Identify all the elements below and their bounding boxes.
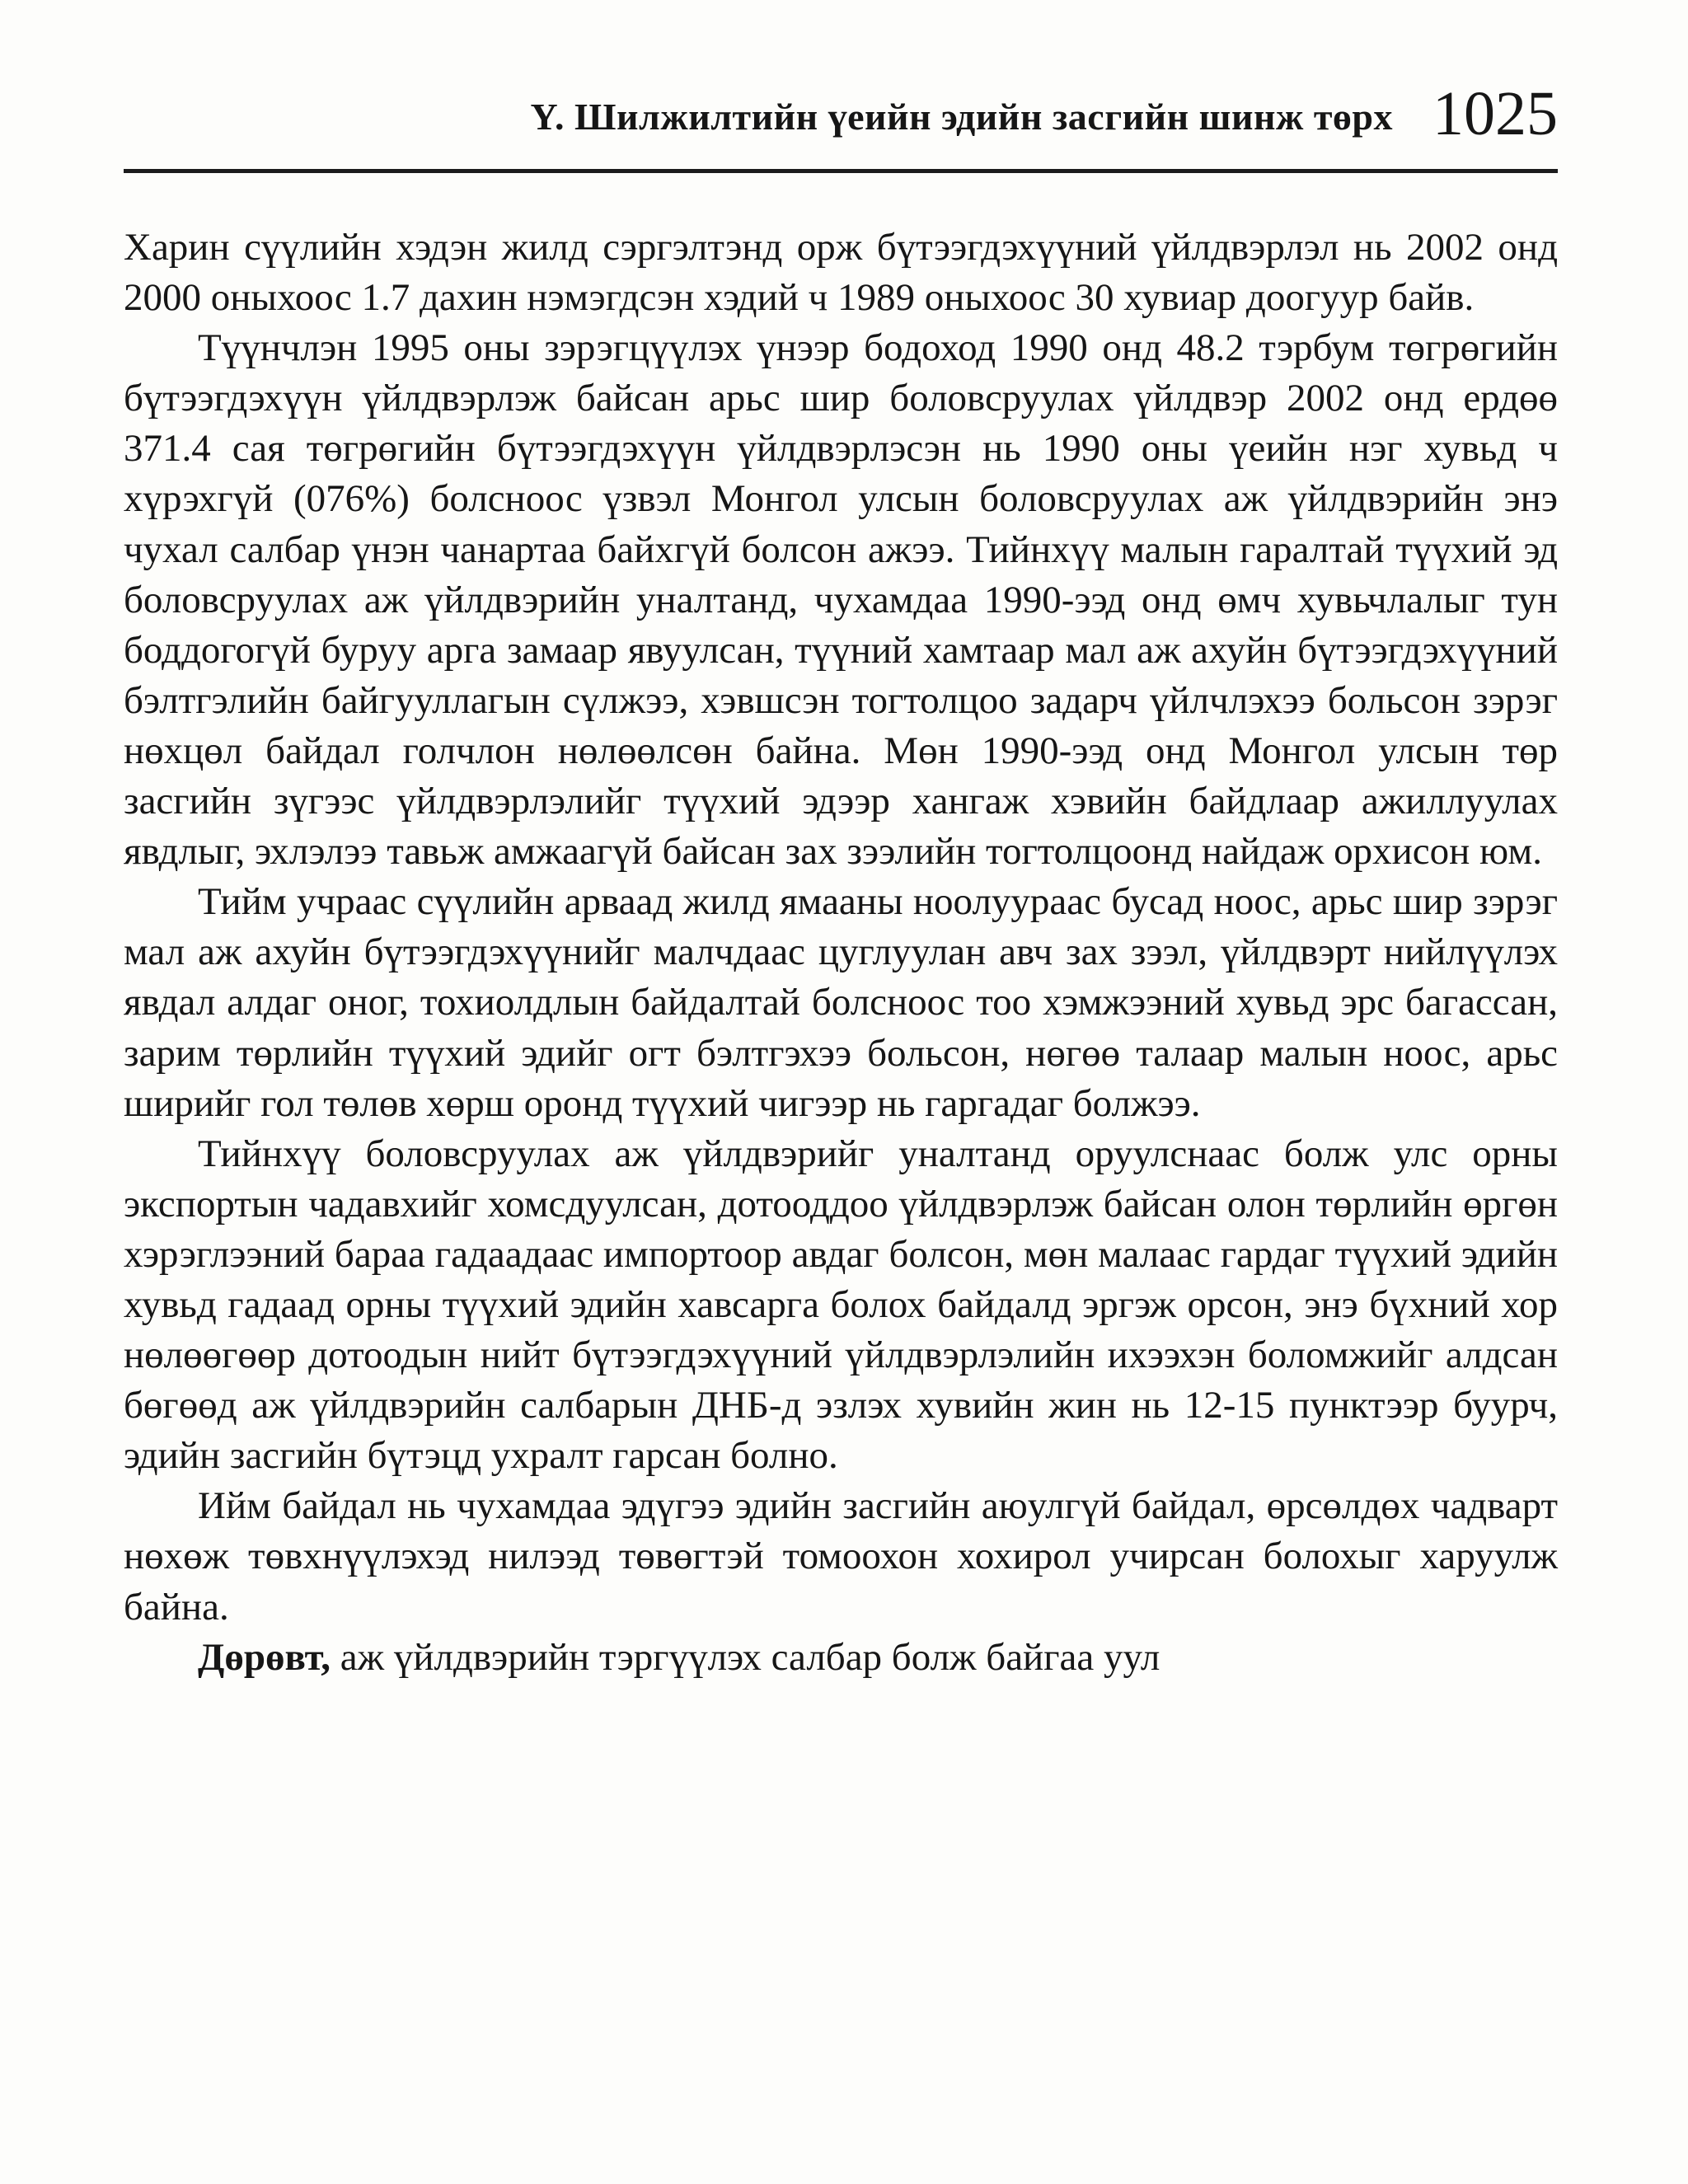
paragraph-6-text: аж үйлдвэрийн тэргүүлэх салбар болж байгаа уул [331, 1635, 1160, 1679]
paragraph-2: Түүнчлэн 1995 оны зэрэгцүүлэх үнээр бодоход 1990 онд 48.2 тэрбум төгрөгийн бүтээгдэхүүн үйлдвэрлэж байсан арьс шир боловсруулах үйлдвэр 2002 онд ердөө 371.4 сая төгрөгийн бүтээгдэхүүн үйлдвэрлэсэн нь 1990 оны үеийн нэг хувьд ч хүрэхгүй (076%) болсноос үзвэл Монгол улсын боловсруулах аж үйлдвэрийн энэ чухал салбар үнэн чанартаа байхгүй болсон ажээ. Тийнхүү малын гаралтай түүхий эд боловсруулах аж үйлдвэрийн уналтанд, чухамдаа 1990-ээд онд өмч хувьчлалыг тун боддогогүй буруу арга замаар явуулсан, түүний хамтаар мал аж ахуйн бүтээгдэхүүний бэлтгэлийн байгууллагын сүлжээ, хэвшсэн тогтолцоо задарч үйлчлэхээ больсон зэрэг нөхцөл байдал голчлон нөлөөлсөн байна. Мөн 1990-ээд онд Монгол улсын төр засгийн зүгээс үйлдвэрлэлийг түүхий эдээр хангаж хэвийн байдлаар ажиллуулах явдлыг, эхлэлээ тавьж амжаагүй байсан зах зээлийн тогтолцоонд найдаж орхисон юм. [124, 326, 1558, 874]
page-number: 1025 [1432, 79, 1558, 148]
paragraph-1: Харин сүүлийн хэдэн жилд сэргэлтэнд орж бүтээгдэхүүний үйлдвэрлэл нь 2002 онд 2000 оныхоос 1.7 дахин нэмэгдсэн хэдий ч 1989 оныхоос 30 хувиар доогуур байв. [124, 226, 1558, 320]
running-title: Y. Шилжилтийн үеийн эдийн засгийн шинж төрх [530, 96, 1393, 138]
paragraph-3: Тийм учраас сүүлийн арваад жилд ямааны ноолуураас бусад ноос, арьс шир зэрэг мал аж ахуйн бүтээгдэхүүнийг малчдаас цуглуулан авч зах зээл, үйлдвэрт нийлүүлэх явдал алдаг оног, тохиолдлын байдалтай болсноос тоо хэмжээний хувьд эрс багассан, зарим төрлийн түүхий эдийг огт бэлтгэхээ больсон, нөгөө талаар малын ноос, арьс ширийг гол төлөв хөрш оронд түүхий чигээр нь гаргадаг болжээ. [124, 880, 1558, 1125]
paragraph-4: Тийнхүү боловсруулах аж үйлдвэрийг уналтанд оруулснаас болж улс орны экспортын чадавхийг хомсдуулсан, дотооддоо үйлдвэрлэж байсан олон төрлийн өргөн хэрэглээний бараа гадаадаас импортоор авдаг болсон, мөн малаас гардаг түүхий эдийн хувьд гадаад орны түүхий эдийн хавсарга болох байдалд эргэж орсон, энэ бүхний хор нөлөөгөөр дотоодын нийт бүтээгдэхүүний үйлдвэрлэлийн ихээхэн боломжийг алдсан бөгөөд аж үйлдвэрийн салбарын ДНБ-д эзлэх хувийн жин нь 12-15 пунктээр буурч, эдийн засгийн бүтэцд ухралт гарсан болно. [124, 1132, 1558, 1478]
header-rule [124, 169, 1558, 173]
paragraph-5: Ийм байдал нь чухамдаа эдүгээ эдийн засгийн аюулгүй байдал, өрсөлдөх чадварт нөхөж төвхнүүлэхэд нилээд төвөгтэй томоохон хохирол учирсан болохыг харуулж байна. [124, 1484, 1558, 1629]
paragraph-6-lead: Дөрөвт, [198, 1635, 331, 1679]
body-text [124, 223, 1558, 1683]
running-header [124, 58, 1558, 148]
paragraph-6 [124, 1633, 1558, 1683]
